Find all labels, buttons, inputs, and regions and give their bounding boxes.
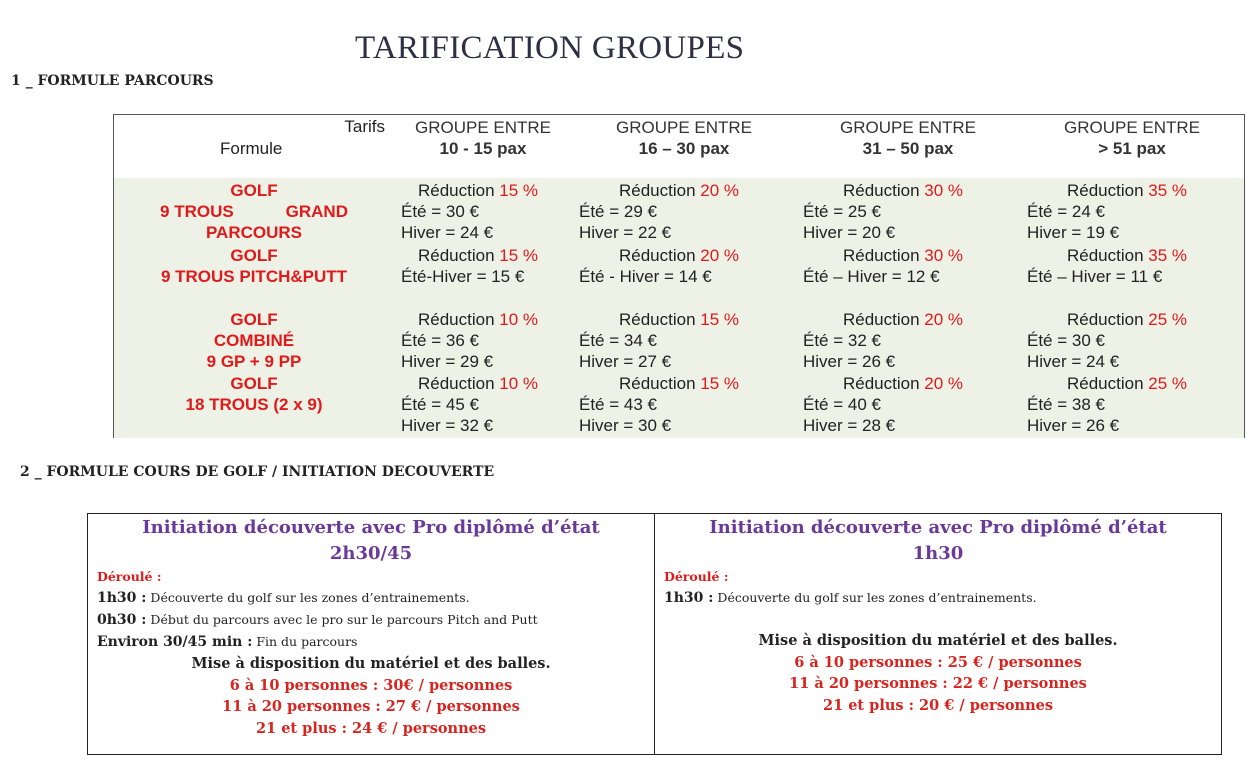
summer-price: Été = 40 €: [803, 395, 881, 414]
summer-price: Été = 34 €: [579, 331, 657, 350]
reduction-line: [401, 245, 572, 266]
step-duration: 0h30 :: [97, 612, 147, 628]
box-duration: 1h30: [912, 543, 964, 564]
winter-price: Hiver = 26 €: [1027, 416, 1120, 435]
winter-price: Hiver = 24 €: [1027, 352, 1120, 371]
step-line: [655, 587, 1221, 609]
price-line: 11 à 20 personnes : 22 € / personnes: [789, 675, 1087, 692]
reduction-label: Réduction: [418, 181, 500, 200]
reduction-line: [401, 180, 572, 201]
winter-price: Hiver = 30 €: [579, 416, 672, 435]
reduction-label: Réduction: [418, 246, 500, 265]
row-formula-pitch-putt: [113, 243, 395, 308]
summer-price: Été = 25 €: [803, 202, 881, 221]
reduction-percent: 30 %: [924, 181, 964, 200]
reduction-percent: 20 %: [700, 181, 740, 200]
reduction-percent: 15 %: [499, 246, 539, 265]
step-duration: Environ 30/45 min :: [97, 634, 253, 650]
column-header-pax: 31 – 50 pax: [862, 139, 954, 158]
reduction-label: Réduction: [418, 310, 500, 329]
reduction-line: [803, 180, 1020, 201]
price-cell: [796, 243, 1021, 308]
winter-price: Hiver = 24 €: [401, 223, 494, 242]
price-cell: [1020, 371, 1245, 438]
pricing-table: [113, 114, 1245, 438]
reduction-line: [803, 245, 1020, 266]
reduction-percent: 25 %: [1148, 310, 1188, 329]
column-header-4: [1020, 114, 1245, 179]
reduction-line: [1027, 373, 1244, 394]
reduction-label: Réduction: [1067, 310, 1149, 329]
initiation-box-1h30: [654, 513, 1222, 755]
column-header-pax: 10 - 15 pax: [439, 139, 527, 158]
winter-price: Hiver = 29 €: [401, 352, 494, 371]
winter-price: Hiver = 32 €: [401, 416, 494, 435]
step-text: Découverte du golf sur les zones d’entrainements.: [713, 590, 1037, 605]
winter-price: Hiver = 19 €: [1027, 223, 1120, 242]
price-cell: [572, 178, 797, 244]
row-formula-combine: [113, 307, 395, 372]
price-cell: [572, 243, 797, 308]
reduction-percent: 20 %: [700, 246, 740, 265]
price-cell: [394, 178, 573, 244]
corner-tarifs-label: Tarifs: [344, 117, 385, 136]
formula-line: GOLF: [230, 374, 278, 393]
reduction-line: [1027, 180, 1244, 201]
step-line: [88, 631, 654, 653]
corner-formule-label: Formule: [220, 139, 283, 158]
price-line: 6 à 10 personnes : 30€ / personnes: [229, 676, 513, 694]
reduction-percent: 15 %: [700, 310, 740, 329]
step-text: Début du parcours avec le pro sur le parcours Pitch and Putt: [146, 612, 538, 627]
header-corner-cell: [113, 114, 395, 179]
price-cell: [394, 307, 573, 372]
season-price: Été – Hiver = 11 €: [1027, 267, 1163, 286]
formula-line: GOLF: [230, 181, 278, 200]
reduction-line: [579, 373, 796, 394]
page-title: TARIFICATION GROUPES: [355, 30, 745, 66]
section1-heading: 1 _ FORMULE PARCOURS: [11, 73, 214, 89]
summer-price: Été = 24 €: [1027, 202, 1105, 221]
reduction-line: [401, 373, 572, 394]
step-line: [88, 609, 654, 631]
reduction-line: [579, 245, 796, 266]
summer-price: Été = 30 €: [401, 202, 479, 221]
step-duration: 1h30 :: [664, 590, 714, 606]
column-header-3: [796, 114, 1021, 179]
price-cell: [1020, 243, 1245, 308]
reduction-label: Réduction: [1067, 246, 1149, 265]
reduction-label: Réduction: [1067, 374, 1149, 393]
price-cell: [796, 371, 1021, 438]
row-formula-grand-parcours: [113, 178, 395, 244]
column-header-title: GROUPE ENTRE: [1063, 118, 1201, 137]
deroule-label: Déroulé :: [664, 569, 729, 584]
price-cell: [1020, 178, 1245, 244]
formula-line: 9 TROUS PITCH&PUTT: [160, 267, 348, 286]
summer-price: Été = 36 €: [401, 331, 479, 350]
spacer: [655, 609, 1221, 630]
winter-price: Hiver = 27 €: [579, 352, 672, 371]
reduction-percent: 25 %: [1148, 374, 1188, 393]
column-header-title: GROUPE ENTRE: [839, 118, 977, 137]
reduction-percent: 20 %: [924, 310, 964, 329]
summer-price: Été = 45 €: [401, 395, 479, 414]
box-duration: 2h30/45: [329, 543, 413, 564]
deroule-label: Déroulé :: [97, 569, 162, 584]
box-title: Initiation découverte avec Pro diplômé d’état: [142, 517, 600, 538]
step-duration: 1h30 :: [97, 590, 147, 606]
reduction-line: [803, 309, 1020, 330]
season-price: Été - Hiver = 14 €: [579, 267, 712, 286]
reduction-percent: 35 %: [1148, 181, 1188, 200]
price-cell: [796, 178, 1021, 244]
reduction-line: [1027, 245, 1244, 266]
reduction-label: Réduction: [418, 374, 500, 393]
winter-price: Hiver = 20 €: [803, 223, 896, 242]
formula-line: COMBINÉ: [213, 331, 295, 350]
reduction-percent: 15 %: [499, 181, 539, 200]
column-header-pax: 16 – 30 pax: [638, 139, 730, 158]
season-price: Été – Hiver = 12 €: [803, 267, 940, 286]
summer-price: Été = 38 €: [1027, 395, 1105, 414]
formula-line: PARCOURS: [205, 223, 303, 242]
equipment-note: Mise à disposition du matériel et des balles.: [191, 655, 551, 672]
reduction-label: Réduction: [619, 246, 701, 265]
winter-price: Hiver = 22 €: [579, 223, 672, 242]
price-line: 6 à 10 personnes : 25 € / personnes: [794, 653, 1082, 671]
column-header-2: [572, 114, 797, 179]
initiation-box-2h30: [87, 513, 655, 755]
price-cell: [796, 307, 1021, 372]
price-cell: [572, 371, 797, 438]
price-cell: [394, 243, 573, 308]
formula-line: GOLF: [230, 246, 278, 265]
formula-line: 9 GP + 9 PP: [206, 352, 302, 371]
reduction-percent: 20 %: [924, 374, 964, 393]
reduction-percent: 10 %: [499, 310, 539, 329]
formula-line: GOLF: [230, 310, 278, 329]
column-header-1: [394, 114, 573, 179]
reduction-label: Réduction: [843, 374, 925, 393]
reduction-line: [579, 309, 796, 330]
price-line: 21 et plus : 20 € / personnes: [822, 696, 1054, 714]
reduction-label: Réduction: [843, 181, 925, 200]
formula-line: 9 TROUS GRAND: [160, 202, 348, 221]
reduction-line: [579, 180, 796, 201]
reduction-percent: 15 %: [700, 374, 740, 393]
reduction-percent: 35 %: [1148, 246, 1188, 265]
equipment-note: Mise à disposition du matériel et des balles.: [758, 632, 1118, 649]
price-cell: [572, 307, 797, 372]
column-header-title: GROUPE ENTRE: [615, 118, 753, 137]
summer-price: Été = 43 €: [579, 395, 657, 414]
step-text: Découverte du golf sur les zones d’entrainements.: [146, 590, 470, 605]
section2-heading: 2 _ FORMULE COURS DE GOLF / INITIATION DECOUVERTE: [20, 464, 495, 480]
reduction-line: [1027, 309, 1244, 330]
price-cell: [1020, 307, 1245, 372]
winter-price: Hiver = 28 €: [803, 416, 896, 435]
reduction-label: Réduction: [843, 310, 925, 329]
column-header-pax: > 51 pax: [1098, 139, 1166, 158]
reduction-label: Réduction: [619, 181, 701, 200]
price-line: 11 à 20 personnes : 27 € / personnes: [222, 698, 520, 715]
summer-price: Été = 32 €: [803, 331, 881, 350]
step-line: [88, 587, 654, 609]
winter-price: Hiver = 26 €: [803, 352, 896, 371]
reduction-label: Réduction: [619, 310, 701, 329]
reduction-percent: 10 %: [499, 374, 539, 393]
step-text: Fin du parcours: [252, 634, 358, 649]
reduction-line: [401, 309, 572, 330]
summer-price: Été = 30 €: [1027, 331, 1105, 350]
box-title: Initiation découverte avec Pro diplômé d’état: [709, 517, 1167, 538]
reduction-label: Réduction: [1067, 181, 1149, 200]
summer-price: Été = 29 €: [579, 202, 657, 221]
reduction-label: Réduction: [619, 374, 701, 393]
row-formula-18-trous: [113, 371, 395, 438]
price-cell: [394, 371, 573, 438]
column-header-title: GROUPE ENTRE: [414, 118, 552, 137]
price-line: 21 et plus : 24 € / personnes: [255, 719, 487, 737]
reduction-line: [803, 373, 1020, 394]
season-price: Été-Hiver = 15 €: [401, 267, 525, 286]
reduction-percent: 30 %: [924, 246, 964, 265]
reduction-label: Réduction: [843, 246, 925, 265]
formula-line: 18 TROUS (2 x 9): [185, 395, 323, 414]
